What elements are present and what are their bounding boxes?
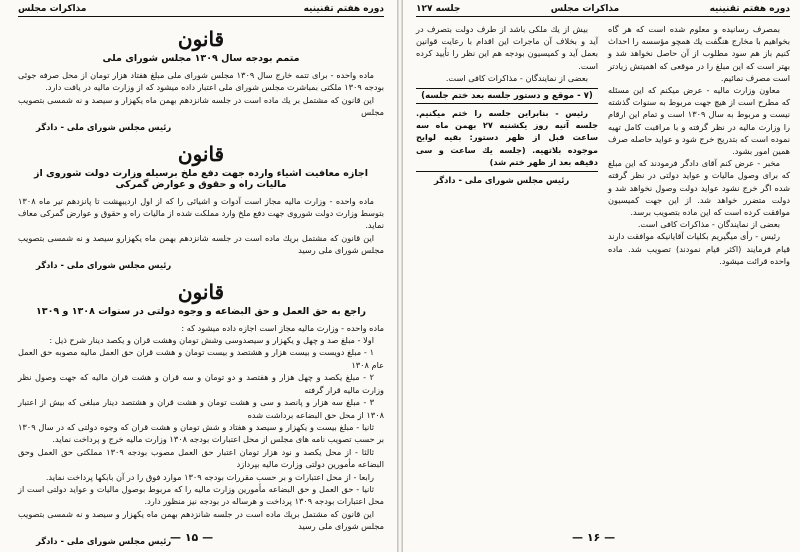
law-3-item: ٢ - مبلغ يكصد و چهل هزار و هفتصد و دو تومان و سه قران و هشت قران ماليه كه جهت وصول نظر وزارت ماليه قرار گرفته	[18, 372, 384, 395]
law-2-signature: رئيس مجلس شوراى ملى - دادگر	[36, 259, 172, 270]
paragraph: معاون وزارت ماليه - عرض ميكنم كه اين مسئله كه مطرح است از هيچ جهت مربوط به سنوات گذشته نيست و مربوط به سال ۱۳۰۹ است و تمام اين ارقام را وزارت ماليه در نظر گرفته و با مراقبت كامل تهيه نموده است كه بتدريج خرج شود و عوايد حاصله صرف همين امور بشود.	[608, 85, 790, 157]
law-1-title: قانون	[177, 27, 225, 51]
law-3-item: اولا - مبلغ صد و چهل و يكهزار و سيصدوسى وشش تومان وهشت قران و يكصد دينار شرح ذيل :	[49, 335, 374, 346]
law-2	[18, 142, 384, 270]
law-3-ratification: اين قانون كه مشتمل بريك ماده است در جلسه شانزدهم بهمن ماه يكهزار و سيصد و نه شمسى بتصويب مجلس شوراى ملى رسيد	[18, 508, 384, 532]
paragraph: بعضى از نمايندگان - مذاكرات كافى است.	[445, 72, 588, 83]
law-1-body: ماده واحده - براى تتمه خارج سال ۱۳۰۹ مجلس شوراى ملى مبلغ هفتاد هزار تومان از محل صرفه جوئى بودجه ۱۳۰۹ ملكتى بمباشرت مجلس شوراى ملى اعتبار داده ميشود كه از وزارت ماليه در يافت دارد.	[18, 70, 384, 93]
paragraph: بعضى از نمايندگان - مذاكرات كافى است.	[637, 219, 780, 230]
section-heading: (٧ - موقع و دستور جلسه بعد ختم جلسه)	[416, 88, 598, 104]
law-1-subtitle: متمم بودجه سال ۱۳۰۹ مجلس شوراى ملى	[102, 53, 300, 64]
law-3-item: ثالثا - از محل يكصد و نود هزار تومان اعتبار حق العمل مصوب بودجه ۱۳۰۹ مملكتى حق العمل وحق البضاعه مأمورين دولتى وزارت ماليه بپردازد	[18, 446, 384, 470]
law-3-item: رابعا - از محل اعتبارات و بر حسب مقررات بودجه ۱۳۰۹ موارد فوق را در آن بابكها پرداخت نمايد.	[45, 471, 374, 482]
law-1-signature: رئيس مجلس شوراى ملى - دادگر	[36, 121, 172, 132]
running-head-right	[416, 4, 790, 17]
running-head-journal: مذاكرات مجلس	[550, 4, 620, 14]
law-3	[18, 280, 384, 546]
paragraph: رئيس - رأى ميگيريم بكليات آقايانيكه موافقت دارند قيام فرمايند (اكثر قيام نمودند) تصويب شد. ماده واحده قرائت ميشود.	[608, 231, 790, 266]
paragraph: مخبر - عرض كنم آقاى دادگر فرمودند كه اين مبلغ كه براى وصول ماليات و عوايد دولتى در نظر گرفته شده اگر خرج نشود عوايد دولت وصول نخواهد شد و دولت متضرر خواهد شد. از اين جهت كميسيون موافقت كرده است كه اين ماده بتصويب برسد.	[608, 158, 790, 218]
law-3-signature: رئيس مجلس شوراى ملى - دادگر	[36, 535, 172, 546]
law-2-subtitle: اجازه معافيت اشياء وارده جهت دفع ملخ برسيله وزارت دولت شوروى از ماليات راه و حقوق و عوارض گمركى	[34, 167, 368, 190]
two-column-text	[416, 23, 790, 267]
law-1	[18, 27, 384, 132]
law-3-item: ١ - مبلغ دويست و بيست هزار و هشتصد و بيست تومان و هشت قران حق العمل ماليه مصوبه حق العمل عام ۱۳۰۸	[18, 347, 384, 370]
law-3-item: ثانيا - حق العمل و حق البضاعه مأمورين وزارت ماليه را كه مربوط بوصول ماليات و عوايد دولتى است از محل اعتبارات بودجه ۱۳۰۹ پرداخت و هرساله در بودجه نيز منظور دارد.	[18, 483, 384, 507]
closing-paragraph: رئيس - بنابراين جلسه را ختم ميكنيم. جلسه آتيه روز يكشنبه ۲۷ بهمن ماه سه ساعت قبل از ظهر دستور: بقيه لوايح موجوده بلاتهيه. (جلسه يك ساعت و سى دقيقه بعد از ظهر ختم شد)	[416, 108, 598, 167]
left-page	[0, 0, 398, 552]
running-head-series: دوره هفتم تقنينيه	[303, 4, 384, 14]
law-3-item: ٣ - مبلغ سه هزار و پانصد و سى و هشت تومان و هشت قران و هشتصد دينار مبلغى كه بيش از اعتبار ۱۳۰۸ از محل حق البضاعه برداشت شده	[18, 397, 384, 420]
speaker-signature: رئيس مجلس شوراى ملى - دادگر	[434, 175, 570, 186]
law-2-title: قانون	[177, 141, 225, 166]
law-3-title: قانون	[177, 279, 225, 304]
page-number-left: — ۱۵ —	[170, 531, 214, 544]
running-head-left	[18, 4, 384, 17]
running-head-journal: مذاكرات مجلس	[18, 4, 87, 14]
divider	[416, 171, 598, 172]
column-left	[416, 23, 598, 267]
law-2-ratification: اين قانون كه مشتمل بريك ماده است در جلسه شانزدهم بهمن ماه يكهزارو سيصد و نه شمسى بتصويب مجلس شوراى ملى رسيد	[18, 232, 384, 256]
running-head-series: دوره هفتم تقنينيه	[709, 4, 790, 14]
law-1-ratification: اين قانون كه مشتمل بر يك ماده است در جلسه شانزدهم بهمن ماه يكهزار و سيصد و نه شمسى بتصويب مجلس	[18, 94, 384, 118]
page-number-right: — ۱۶ —	[572, 531, 616, 544]
law-3-intro: ماده واحده - وزارت ماليه مجاز است اجازه داده ميشود كه :	[181, 322, 384, 333]
law-2-body: ماده واحده - وزارت ماليه مجاز است آدوات و اشيائى را كه از اول اردیبهشت تا پانزدهم تير ماه ۱۳۰۸ بتوسط وزارت دولت شوروى جهت دفع ملخ وارد مملكت شده از ماليات راه و حقوق و عوارض گمركى معاف نمايد.	[18, 195, 384, 231]
paragraph: بمصرف رسانيده و معلوم شده است كه هر گاه بخواهيم با مخارج هنگفت يك همچو مؤسسه را احداث كنيم باز هم سود مطلوب از آن حاصل نخواهد شد و بهتر است كه اين مبلغ را در موقعى كه اهميتش زيادتر است مصرف نمائيم.	[608, 24, 790, 83]
running-head-session: جلسه ۱۲۷	[416, 4, 461, 14]
law-3-subtitle: راجع به حق العمل و حق البضاعه و وجوه دولتى در سنوات ۱۳۰۸ و ۱۳۰۹	[35, 305, 367, 317]
right-page	[402, 0, 800, 552]
paragraph: بيش از يك ملكى باشد از طرف دولت بتصرف در آيد و بخلاف آن ماجرات اين اقدام با رعايت قوانين بعمل آيد و كميسيون بودجه هم اين نظر را تأييد كرده است.	[416, 24, 598, 71]
column-right	[608, 23, 790, 267]
law-3-item: ثانيا - مبلغ بيست و يكهزار و سيصد و هفتاد و شش تومان و هشت قران كه وجوه دولتى كه در سال ۱۳۰۹ بر حسب تصويب نامه هاى مجلس از محل اعتبارات بودجه ۱۳۰۸ وزارت ماليه خرج و پرداخت نمايد.	[18, 421, 384, 445]
